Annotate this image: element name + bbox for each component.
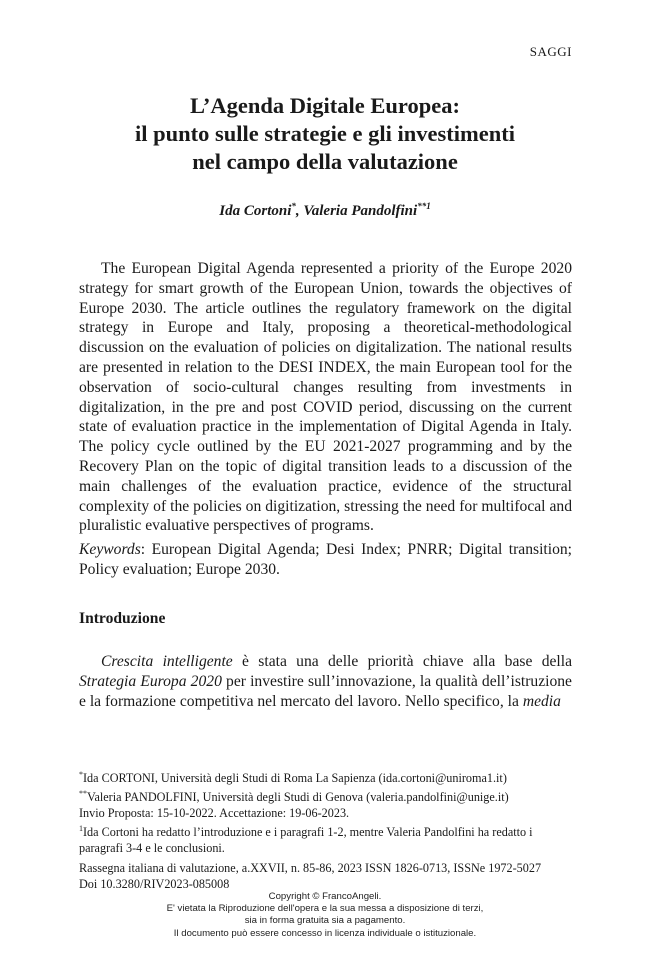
keywords <box>79 540 572 580</box>
keywords-text: : European Digital Agenda; Desi Index; PNRR; Digital transition; Policy evaluation; Europe 2030. <box>79 541 572 578</box>
journal-citation: Rassegna italiana di valutazione, a.XXVII, n. 85-86, 2023 ISSN 1826-0713, ISSNe 1972-5027 <box>79 861 542 876</box>
footnote-contributions <box>79 821 572 856</box>
intro-emphasis-1: Crescita intelligente <box>101 653 233 670</box>
intro-text-2: per investire sull’innovazione, la qualità dell’istruzione e la formazione competitiva nel mercato del lavoro. Nello specifico, la <box>79 672 572 710</box>
footnote-cortoni <box>79 767 572 786</box>
section-heading-introduzione: Introduzione <box>79 610 166 627</box>
keywords-label: Keywords <box>79 541 141 558</box>
footnote-text: Ida CORTONI, Università degli Studi di Roma La Sapienza (ida.cortoni@uniroma1.it) <box>83 771 507 786</box>
author-separator: , <box>295 203 304 219</box>
intro-paragraph <box>79 652 572 711</box>
intro-emphasis-2: Strategia Europa 2020 <box>79 672 222 690</box>
author-name-cortoni: Ida Cortoni <box>219 203 292 219</box>
title-line-2: il punto sulle strategie e gli investimenti <box>135 121 515 146</box>
section-label: SAGGI <box>529 44 572 59</box>
author-line <box>0 201 650 220</box>
copyright-line-1: Copyright © FrancoAngeli. <box>268 891 382 902</box>
footnotes <box>79 767 572 892</box>
copyright-notice <box>0 891 650 940</box>
article-title <box>0 92 650 176</box>
author-name-pandolfini: Valeria Pandolfini <box>303 203 418 219</box>
doi: Doi 10.3280/RIV2023-085008 <box>79 876 230 891</box>
title-line-1: L’Agenda Digitale Europea: <box>189 93 461 118</box>
footnote-pandolfini <box>79 786 572 805</box>
title-line-3: nel campo della valutazione <box>192 149 458 174</box>
footnote-text: Ida Cortoni ha redatto l’introduzione e i paragrafi 1-2, mentre Valeria Pandolfini ha redatto i paragrafi 3-4 e le conclusioni. <box>79 825 533 855</box>
submission-dates: Invio Proposta: 15-10-2022. Accettazione: 19-06-2023. <box>79 805 350 820</box>
footnote-text: Valeria PANDOLFINI, Università degli Studi di Genova (valeria.pandolfini@unige.it) <box>87 790 509 805</box>
abstract: The European Digital Agenda represented a priority of the Europe 2020 strategy for smart growth of the European Union, towards the objectives of Europe 2030. The article outlines the regulatory framework on the digital strategy in Europe and Italy, proposing a theoretical-methodological discussion on the evaluation of policies on digitalization. The national results are presented in relation to the DESI INDEX, the main European tool for the observation of socio-cultural changes resulting from investments in digitalization, in the pre and post COVID period, discussing on the current state of evaluation practice in the implementation of Digital Agenda in Italy. The policy cycle outlined by the EU 2021-2027 programming and by the Recovery Plan on the topic of digital transition leads to a discussion of the main challenges of the evaluation practice, evidence of the structural complexity of the policies on digitization, stressing the need for multifocal and pluralistic evaluative perspectives of programs. <box>79 260 572 535</box>
footnote-mark: * <box>79 770 83 779</box>
footnote-mark: ** <box>79 789 87 799</box>
author-footnote-mark-2: **1 <box>417 201 431 211</box>
copyright-line-4: Il documento può essere concesso in licenza individuale o istituzionale. <box>173 927 477 939</box>
intro-text-1: è stata una delle priorità chiave alla base della <box>232 653 572 670</box>
copyright-line-2: E' vietata la Riproduzione dell'opera e la sua messa a disposizione di terzi, <box>166 903 484 915</box>
footnote-mark: 1 <box>79 824 83 834</box>
intro-emphasis-3: media <box>522 692 561 710</box>
author-footnote-mark-1: * <box>291 201 296 211</box>
copyright-line-3: sia in forma gratuita sia a pagamento. <box>244 915 406 927</box>
